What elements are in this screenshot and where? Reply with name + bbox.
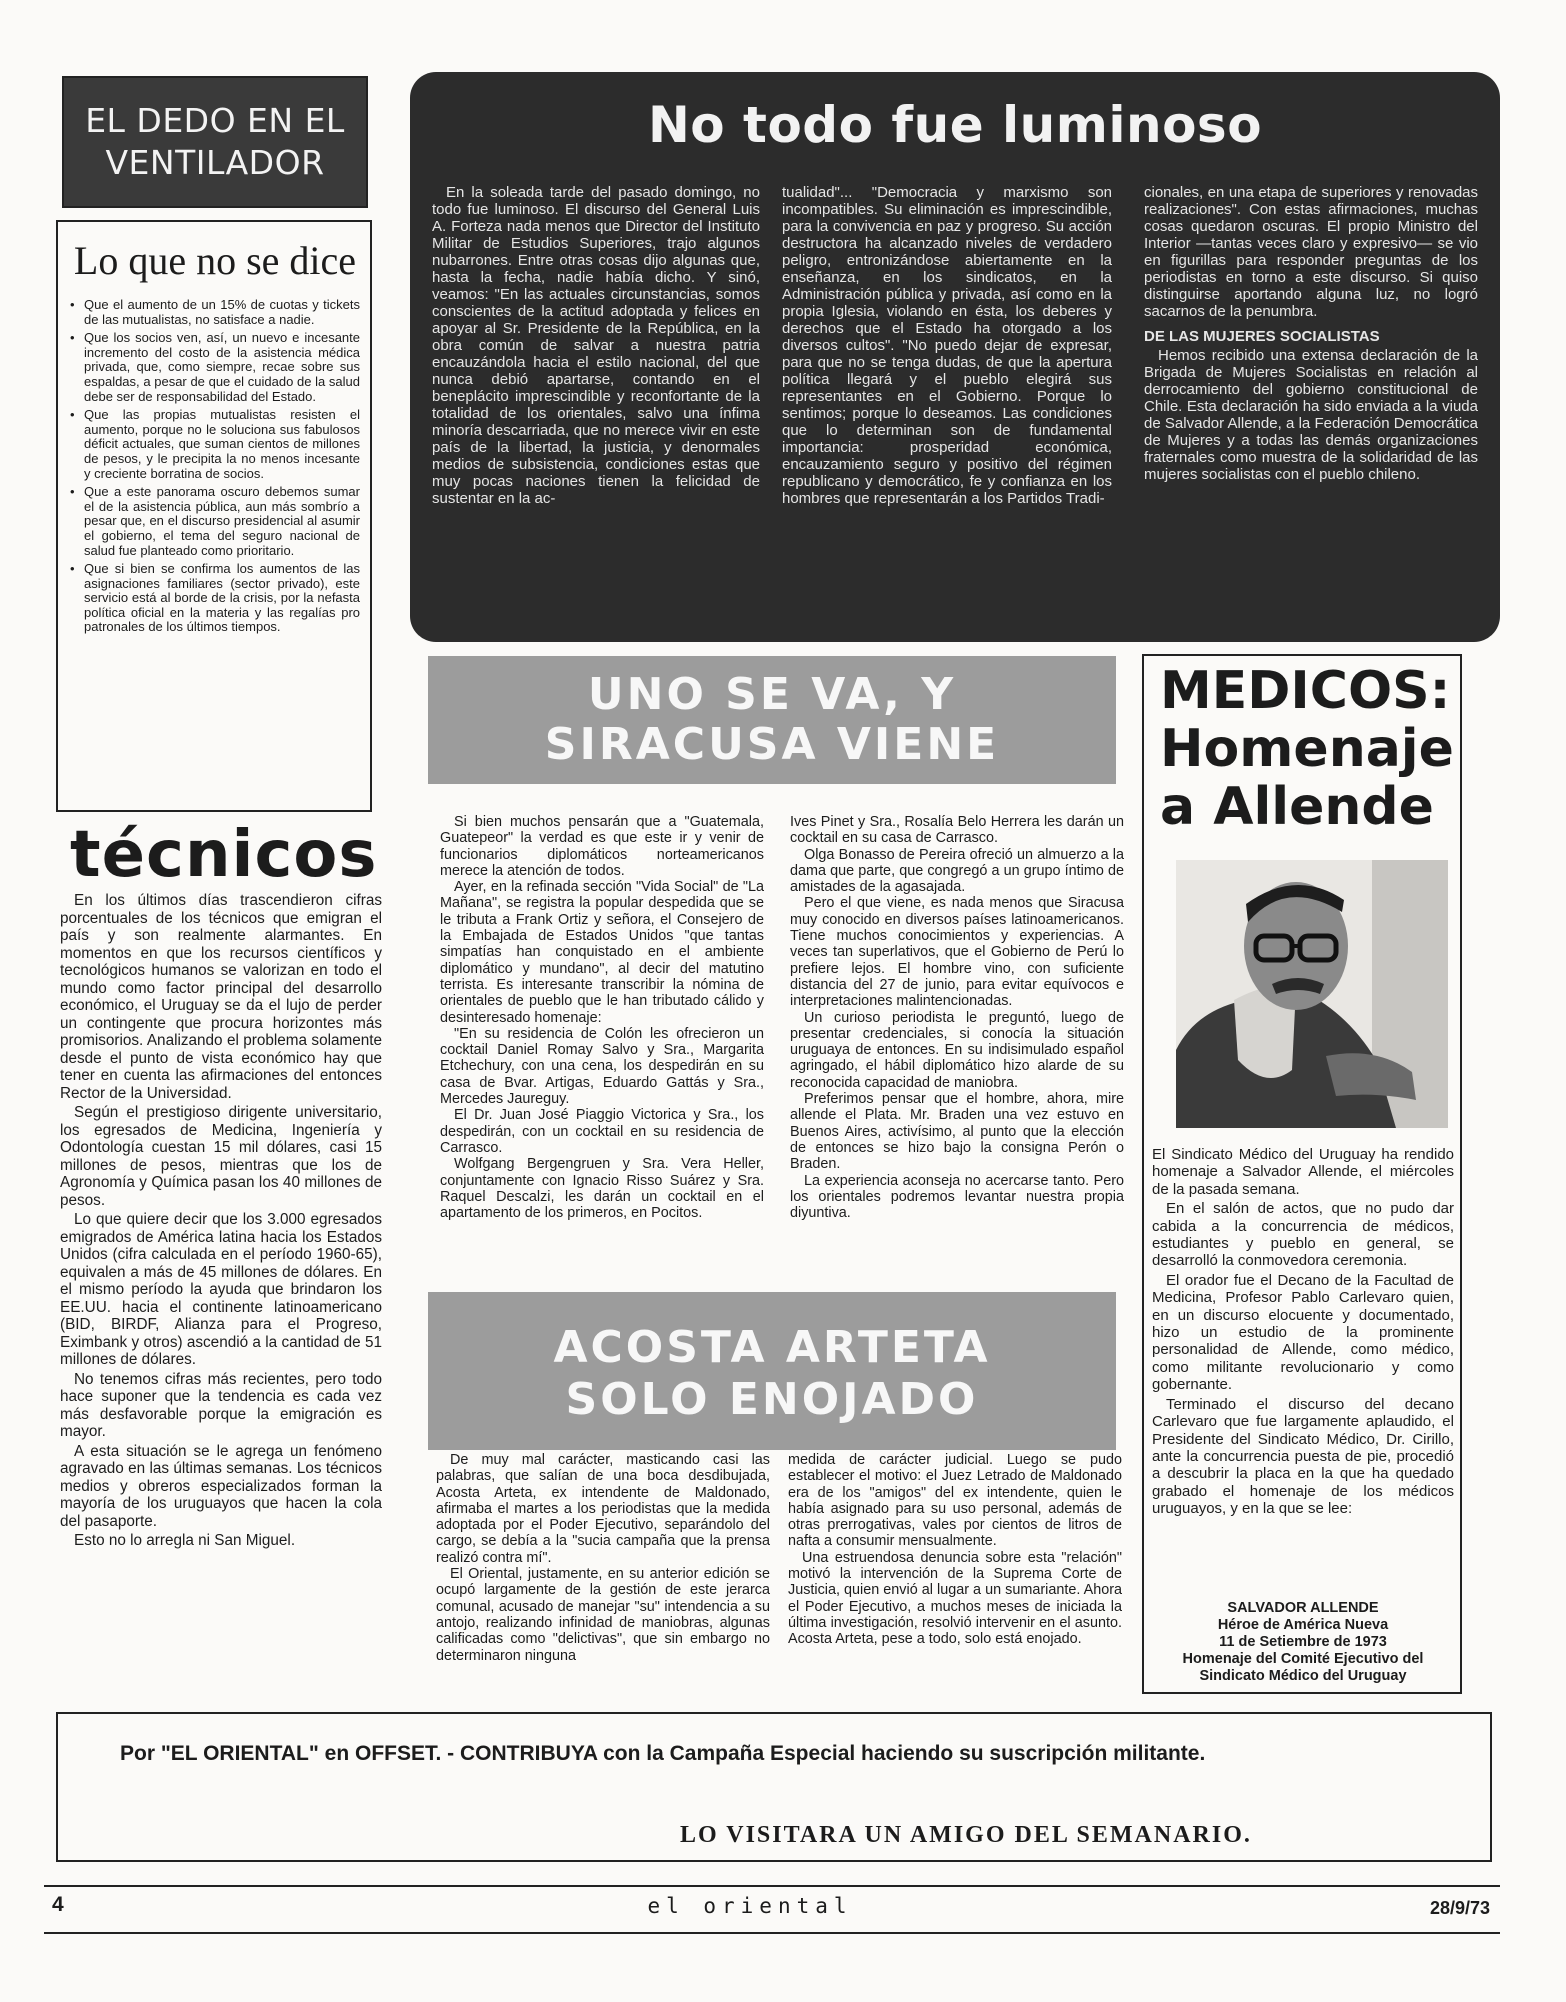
article-paragraph: Si bien muchos pensarán que a "Guatemala, Guatepeor" la verdad es que este ir y venir de funcionarios diplomáticos norteamericanos merece la atención de todos. bbox=[440, 814, 764, 879]
article-paragraph: El Oriental, justamente, en su anterior edición se ocupó largamente de la gestión de este jerarca comunal, acusado de manejar "su" intendencia a su antojo, realizando infinidad de maniobras, algunas calificadas como "delictivas", que sin embargo no determinaron ninguna bbox=[436, 1566, 770, 1664]
inscription-line: 11 de Setiembre de 1973 bbox=[1219, 1634, 1387, 1650]
luminoso-headline: No todo fue luminoso bbox=[647, 96, 1263, 154]
article-paragraph: Un curioso periodista le preguntó, luego de presentar credenciales, si conocía la situación uruguaya de entonces. En su indisimulado español agringado, el hábil diplomático hizo alarde de su reconocida capacidad de maniobra. bbox=[790, 1009, 1124, 1091]
list-item: • Que los socios ven, así, un nuevo e incesante incremento del costo de la asistencia médica privada, que, como siempre, recae sobre sus espaldas, a pesar de que el cuidado de la salud debe ser de responsabilidad del Estado. bbox=[70, 331, 360, 404]
article-paragraph: Una estruendosa denuncia sobre esta "relación" motivó la intervención de la Suprema Corte de Justicia, quien envió al lugar a un sumariante. Ahora el Poder Ejecutivo, a muchos meses de iniciada la última investigación, resolvió intervenir en el asunto. Acosta Arteta, pese a todo, solo está enojado. bbox=[788, 1549, 1122, 1648]
article-paragraph: Hemos recibido una extensa declaración de la Brigada de Mujeres Socialistas en relación al derrocamiento del gobierno constitucional de Chile. Esta declaración ha sido enviada a la viuda de Salvador Allende, a la Federación Democrática de Mujeres y a todas las demás organizaciones fraternales como muestra de la solidaridad de las mujeres socialistas con el pueblo chileno. bbox=[1144, 347, 1478, 483]
list-item: • Que si bien se confirma los aumentos de las asignaciones familiares (sector privado), este servicio está al borde de la crisis, por la nefasta política oficial en la materia y las regalías pro patronales de los últimos tiempos. bbox=[70, 562, 360, 635]
tecnicos-article bbox=[60, 892, 382, 1552]
siracusa-headline bbox=[428, 656, 1116, 784]
column-header bbox=[62, 76, 368, 208]
article-paragraph: No tenemos cifras más recientes, pero todo hace suponer que la tendencia es cada vez más desfavorable porque la emigración es mayor. bbox=[60, 1370, 382, 1440]
list-item: • Que las propias mutualistas resisten el aumento, porque no le soluciona sus fabulosos déficit actuales, que suman cientos de millones de pesos, y le precipita la no menos incesante y creciente borratina de socios. bbox=[70, 408, 360, 481]
inscription-line: SALVADOR ALLENDE bbox=[1227, 1600, 1379, 1616]
medicos-article bbox=[1152, 1146, 1454, 1520]
headline-line: UNO SE VA, Y bbox=[587, 669, 957, 720]
article-paragraph: La experiencia aconseja no acercarse tanto. Pero los orientales podremos levantar nuestra propia diyuntiva. bbox=[790, 1172, 1124, 1222]
lo-que-no-se-dice-title: Lo que no se dice bbox=[73, 238, 357, 283]
article-paragraph: En la soleada tarde del pasado domingo, no todo fue luminoso. El discurso del General Luis A. Forteza nada menos que Director del Instituto Militar de Estudios Superiores, trajo algunos nubarrones. Entre otras cosas dijo algunas que, hasta la fecha, nadie había dicho. Y sinó, veamos: "En las actuales circunstancias, somos conscientes de la actitud adoptada y felices en apoyar al Sr. Presidente de la República, en la obra común de salvar a nuestra patria encauzándola hacia el estilo nacional, del que nunca debió apartarse, contando en el beneplácito imprescindible y reconfortante de la totalidad de los orientales, salvo una ínfima minoría descarriada, que no merece vivir en este país de la libertad, la justicia, y denormales medios de subsistencia, condiciones estas que muy pocas naciones tienen la felicidad de sustentar en la ac- bbox=[432, 184, 760, 507]
article-paragraph: Esto no lo arregla ni San Miguel. bbox=[74, 1532, 296, 1549]
acosta-column-1 bbox=[436, 1452, 770, 1664]
article-paragraph: El Dr. Juan José Piaggio Victorica y Sra., los despedirán, con un cocktail en su residencia de Carrasco. bbox=[440, 1107, 764, 1156]
footer-rule-top bbox=[44, 1885, 1500, 1887]
article-paragraph: Lo que quiere decir que los 3.000 egresados emigrados de América latina hacia los Estados Unidos (cifra calculada en el período 1960-65), equivalen a más de 45 millones de dólares. En el mismo período la ayuda que brindaron los EE.UU. hacia el continente latinoamericano (BID, BIRDF, Alianza para el Progreso, Eximbank y otros) ascendió a la cantidad de 51 millones de dólares. bbox=[60, 1211, 382, 1368]
issue-date: 28/9/73 bbox=[1429, 1898, 1490, 1918]
article-paragraph: Según el prestigioso dirigente universitario, los egresados de Medicina, Ingeniería y Odontología cuestan 15 mil dólares, casi 15 millones de pesos, mientras que los de Agronomía y Química pasan los 40 millones de pesos. bbox=[60, 1104, 382, 1209]
tecnicos-headline: técnicos bbox=[70, 818, 378, 892]
column-header-line2: VENTILADOR bbox=[105, 143, 325, 182]
newspaper-name: el oriental bbox=[647, 1894, 853, 1918]
acosta-headline bbox=[428, 1292, 1116, 1450]
headline-line: ACOSTA ARTETA bbox=[553, 1322, 991, 1373]
list-item: • Que a este panorama oscuro debemos sumar el de la asistencia pública, aun más sombrío a pesar que, en el discurso presidencial al asumir el gobierno, el tema del seguro nacional de salud fue planteado como prioritario. bbox=[70, 485, 360, 558]
inscription-line: Héroe de América Nueva bbox=[1217, 1617, 1389, 1633]
subscription-ad-tagline: LO VISITARA UN AMIGO DEL SEMANARIO. bbox=[680, 1822, 1252, 1848]
siracusa-column-2 bbox=[790, 814, 1124, 1221]
list-item: • Que el aumento de un 15% de cuotas y tickets de las mutualistas, no satisface a nadie. bbox=[70, 298, 360, 327]
article-paragraph: Ayer, en la refinada sección "Vida Social" de "La Mañana", se registra la popular despedida que se le tributa a Frank Ortiz y señora, el Consejero de la Embajada de Estados Unidos "que tantas simpatías han conquistado en el ambiente diplomático y mundano", al decir del matutino terrista. Es interesante transcribir la nómina de orientales de pueblo que le han tributado cálido y desinteresado homenaje: bbox=[440, 879, 764, 1026]
plaque-inscription bbox=[1152, 1600, 1454, 1685]
headline-line: SOLO ENOJADO bbox=[565, 1374, 979, 1425]
article-paragraph: El Sindicato Médico del Uruguay ha rendido homenaje a Salvador Allende, el miércoles de la pasada semana. bbox=[1152, 1146, 1454, 1198]
article-paragraph: tualidad"... "Democracia y marxismo son incompatibles. Su eliminación es imprescindible, para la convivencia en paz y progreso. Su acción destructora ha alcanzado niveles de verdadero peligro, entronizándose abiertamente en la enseñanza, en los sindicatos, en la Administración pública y privada, así como en la propia Iglesia, violando en ésta, los deberes y derechos que el Estado ha otorgado a los diversos cultos". "No puedo dejar de expresar, para que no se tenga dudas, de que la apertura política llegará y el pueblo elegirá sus representantes en el Gobierno. Porque lo sentimos; porque lo deseamos. Las condiciones que lo determinan son de fundamental importancia: prosperidad económica, encauzamiento seguro y positivo del régimen republicano y democrático, fe y confianza en los hombres que representarán a los Partidos Tradi- bbox=[782, 184, 1112, 507]
headline-line: a Allende bbox=[1160, 777, 1434, 837]
inscription-line: Sindicato Médico del Uruguay bbox=[1199, 1668, 1407, 1684]
headline-line: Homenaje bbox=[1160, 719, 1454, 779]
article-paragraph: De muy mal carácter, masticando casi las palabras, que salían de una boca desdibujada, Acosta Arteta, ex intendente de Maldonado, afirmaba el martes a los periodistas que la medida adoptada por el Poder Ejecutivo, separándolo del cargo, se debía a la "sucia campaña que la prensa realizó contra mí". bbox=[436, 1452, 770, 1566]
inscription-line: Homenaje del Comité Ejecutivo del bbox=[1182, 1651, 1424, 1667]
subscription-ad-text: Por "EL ORIENTAL" en OFFSET. - CONTRIBUYA con la Campaña Especial haciendo su suscripción militante. bbox=[120, 1742, 1206, 1765]
article-paragraph: Pero el que viene, es nada menos que Siracusa muy conocido en diversos países latinoamericanos. Tiene muchos conocimientos y experiencias. A veces tan superlativos, que el Gobierno de Perú lo prefiere lejos. El hombre vino, con suficiente distancia del 27 de junio, para evitar equívocos e interpretaciones malintencionadas. bbox=[790, 895, 1124, 1010]
article-paragraph: Preferimos pensar que el hombre, ahora, mire allende el Plata. Mr. Braden una vez estuvo en Buenos Aires, activísimo, al punto que la elección de entonces se hizo bajo la consigna Perón o Braden. bbox=[790, 1091, 1124, 1173]
article-paragraph: Terminado el discurso del decano Carlevaro que fue largamente aplaudido, el Presidente del Sindicato Médico, Dr. Cirillo, ante la concurrencia puesta de pie, procedió a descubrir la placa en la que ha quedado grabado el homenaje de los médicos uruguayos, y en la que se lee: bbox=[1152, 1395, 1454, 1518]
article-paragraph: Olga Bonasso de Pereira ofreció un almuerzo a la dama que parte, que congregó a un grupo íntimo de amistades de la agasajada. bbox=[790, 846, 1124, 896]
luminoso-column-1 bbox=[432, 184, 760, 507]
allende-photo bbox=[1176, 860, 1448, 1128]
footer-rule-bottom bbox=[44, 1932, 1500, 1934]
article-paragraph: Wolfgang Bergengruen y Sra. Vera Heller, conjuntamente con Ignacio Risso Suárez y Sra. Raquel Descalzi, les darán un cocktail en el apartamento de los primeros, en Pocitos. bbox=[440, 1156, 764, 1222]
article-paragraph: El orador fue el Decano de la Facultad de Medicina, Profesor Pablo Carlevaro quien, en un discurso elocuente y documentado, hizo un estudio de la prominente personalidad de Allende, como médico, como militante revolucionario y como gobernante. bbox=[1152, 1271, 1454, 1394]
article-paragraph: medida de carácter judicial. Luego se pudo establecer el motivo: el Juez Letrado de Maldonado era de los "amigos" del ex intendente, quien le había asignado para su uso personal, además de otras prerrogativas, vales por cientos de litros de nafta a consumir mensualmente. bbox=[788, 1452, 1122, 1550]
lo-que-no-se-dice-list bbox=[70, 298, 360, 635]
subheading: DE LAS MUJERES SOCIALISTAS bbox=[1144, 328, 1380, 345]
page-number: 4 bbox=[52, 1893, 64, 1916]
headline-line: SIRACUSA VIENE bbox=[544, 719, 1000, 770]
article-paragraph: A esta situación se le agrega un fenómeno agravado en las últimas semanas. Los técnicos medios y obreros especializados forman la mayoría de los uruguayos que hacen la cola del pasaporte. bbox=[60, 1442, 382, 1530]
luminoso-column-3 bbox=[1144, 184, 1478, 483]
article-paragraph: En los últimos días trascendieron cifras porcentuales de los técnicos que emigran el país y son realmente alarmantes. En momentos en que los recursos científicos y tecnológicos humanos se valorizan en todo el mundo como factor principal del desarrollo económico, el Uruguay se da el lujo de perder un contingente que procura horizontes más promisorios. Analizando el problema solamente desde el punto de vista económico hay que tener en cuenta las afirmaciones del entonces Rector de la Universidad. bbox=[60, 892, 382, 1102]
article-paragraph: En el salón de actos, que no pudo dar cabida a la concurrencia de médicos, estudiantes y pueblo en general, se desarrolló la conmovedora ceremonia. bbox=[1152, 1200, 1454, 1270]
article-paragraph: cionales, en una etapa de superiores y renovadas realizaciones". Con estas afirmaciones, muchas cosas quedaron oscuras. El propio Ministro del Interior —tantas veces claro y expresivo— se vio en figurillas para responder preguntas de los periodistas en torno a este discurso. Si quiso distinguirse aportando alguna luz, no logró sacarnos de la penumbra. bbox=[1144, 184, 1478, 320]
luminoso-column-2 bbox=[782, 184, 1112, 507]
lo-que-no-se-dice-box bbox=[56, 220, 372, 812]
article-paragraph: Ives Pinet y Sra., Rosalía Belo Herrera les darán un cocktail en su casa de Carrasco. bbox=[790, 814, 1124, 847]
column-header-line1: EL DEDO EN EL bbox=[85, 101, 345, 140]
acosta-column-2 bbox=[788, 1452, 1122, 1648]
article-paragraph: "En su residencia de Colón les ofrecieron un cocktail Daniel Romay Salvo y Sra., Margarita Etchechury, con una cena, los despedirán en su casa de Bvar. Artigas, Eduardo Gattás y Sra., Mercedes Jaureguy. bbox=[440, 1025, 764, 1108]
headline-line: MEDICOS: bbox=[1160, 661, 1451, 721]
medicos-headline bbox=[1160, 661, 1454, 837]
siracusa-column-1 bbox=[440, 814, 764, 1221]
